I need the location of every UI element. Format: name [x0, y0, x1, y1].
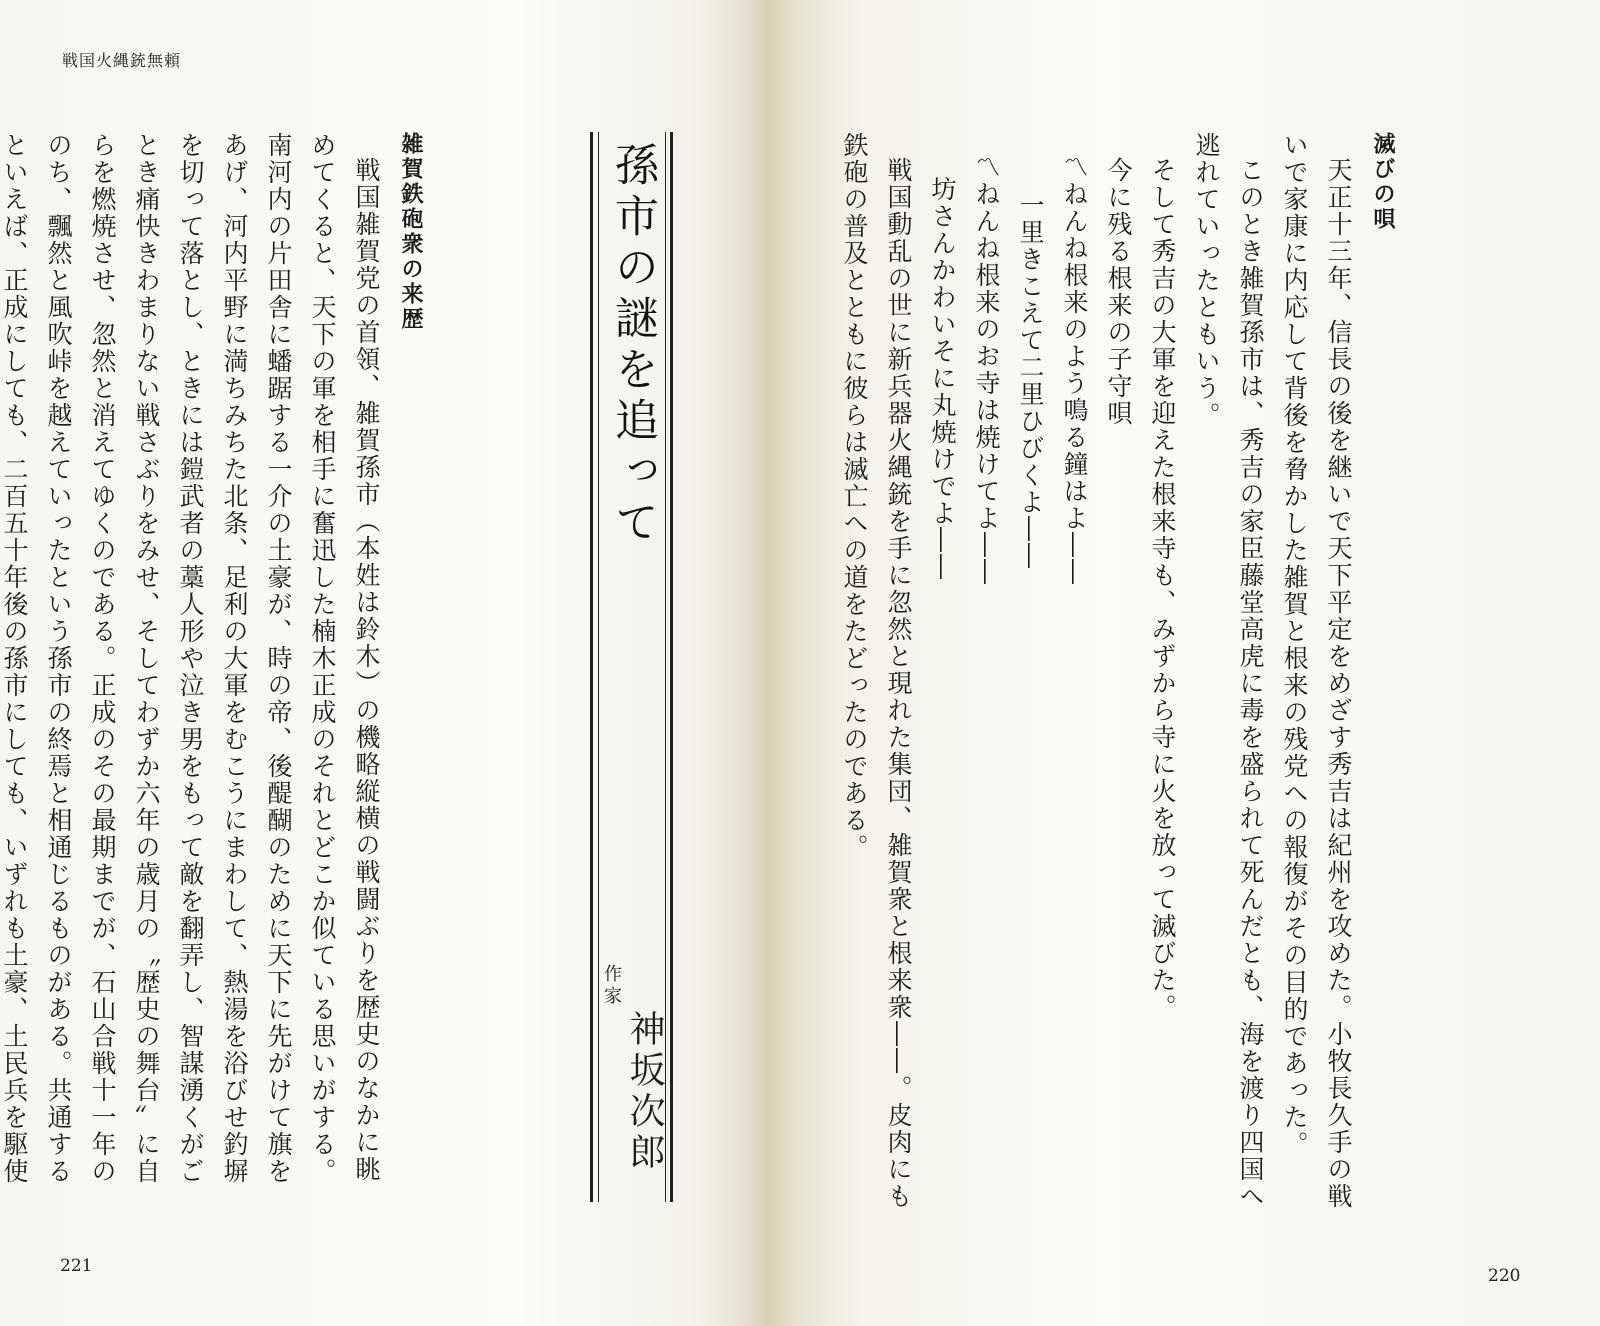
- right-paragraph: このとき雑賀孫市は、秀吉の家臣藤堂高虎に毒を盛られて死んだとも、海を渡り四国へ逃れていったともいう。: [1192, 132, 1265, 1210]
- closing-paragraph: 戦国動乱の世に新兵器火縄銃を手に忽然と現れた集団、雑賀衆と根来衆――。皮肉にも鉄砲の普及とともに彼らは滅亡への道をたどったのである。: [840, 132, 913, 1210]
- title-rule: [598, 132, 599, 1202]
- right-paragraph: 今に残る根来の子守唄: [1104, 157, 1133, 427]
- page-number-left: 221: [60, 1256, 93, 1276]
- title-rule: [590, 132, 593, 1202]
- right-paragraph: そして秀吉の大軍を迎えた根来寺も、みずから寺に火を放って滅びた。: [1148, 157, 1177, 1021]
- section-heading-horobi: 滅びの唄: [1370, 132, 1395, 232]
- song-line: 一里きこえて二里ひびくよ――: [1016, 192, 1045, 570]
- author-name: 神坂次郎: [624, 1010, 665, 1174]
- right-essay-text: [840, 132, 1404, 1232]
- right-paragraph: 天正十三年、信長の後を継いで天下平定をめざす秀吉は紀州を攻めた。小牧長久手の戦いで家康に内応して背後を脅かした雑賀と根来の残党への報復がその目的であった。: [1280, 132, 1353, 1210]
- left-paragraph: 戦国雑賀党の首領、雑賀孫市（本姓は鈴木）の機略縦横の戦闘ぶりを歴史のなかに眺めてくると、天下の軍を相手に奮迅した楠木正成のそれとどこか似ている思いがする。南河内の片田舎に蟠踞する一介の土豪が、時の帝、後醍醐のために天下に先がけて旗をあげ、河内平野に満ちみちた北条、足利の大軍をむこうにまわして、熱湯を浴びせ釣塀を切って落とし、ときには鎧武者の藁人形や泣き男をもって敵を翻弄し、智謀湧くがごとき痛快きわまりない戦さぶりをみせ、そしてわずか六年の歳月の〝歴史の舞台〟に自らを燃焼させ、忽然と消えてゆくのである。正成のその最期までが、石山合戦十一年ののち、飄然と風吹峠を越えていったという孫市の終焉と相通じるものがある。共通するといえば、正成にしても、二百五十年後の孫市にしても、いずれも土豪、土民兵を駆使: [0, 132, 381, 1185]
- section-heading-zaika: 雑賀鉄砲衆の来歴: [398, 132, 423, 332]
- song-line: 〽ねんね根来のお寺は焼けてよ――: [972, 154, 1001, 586]
- article-title: 孫市の謎を追って: [607, 142, 658, 550]
- left-page: [0, 0, 770, 1326]
- running-head: 戦国火縄銃無頼: [62, 51, 182, 70]
- author-role: 作家: [601, 964, 622, 1008]
- song-line: 坊さんかわいそに丸焼けでよ――: [928, 176, 957, 581]
- page-number-right: 220: [1488, 1266, 1521, 1286]
- song-line: 〽ねんね根来のよう鳴る鐘はよ――: [1060, 154, 1089, 586]
- right-page: [770, 0, 1600, 1326]
- left-essay-text: [0, 132, 432, 1192]
- title-rule: [670, 132, 673, 1202]
